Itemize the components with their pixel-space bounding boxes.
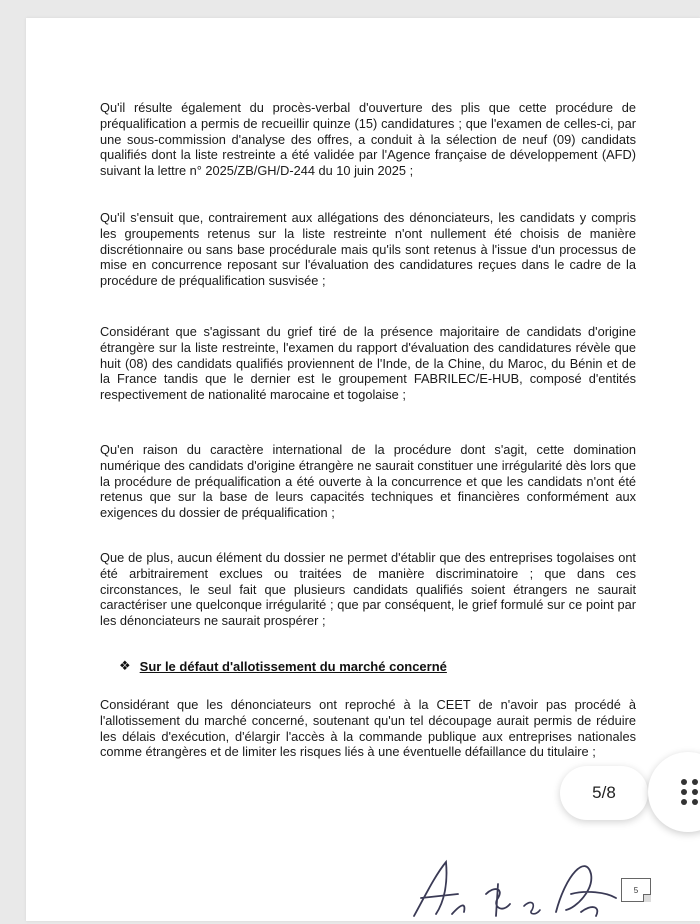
page-number-stamp bbox=[621, 878, 651, 902]
paragraph-2: Qu'il s'ensuit que, contrairement aux allégations des dénonciateurs, les candidats y compris les groupements retenus sur la liste restreinte n'ont nullement été choisis de manière discrétionnaire ou sans base procédurale mais qu'ils sont retenus à l'issue d'un processus de mise en concurrence reposant sur l'évaluation des candidatures reçues dans le cadre de la procédure de préqualification susvisée ; bbox=[100, 210, 636, 289]
page-number-stamp-text: 5 bbox=[633, 885, 639, 895]
paragraph-3: Considérant que s'agissant du grief tiré de la présence majoritaire de candidats d'origine étrangère sur la liste restreinte, l'examen du rapport d'évaluation des candidatures révèle que huit (08) des candidats qualifiés proviennent de l'Inde, de la Chine, du Maroc, du Bénin et de la France tandis que le dernier est le groupement FABRILEC/E-HUB, composé d'entités respectivement de nationalité marocaine et togolaise ; bbox=[100, 324, 636, 403]
grid-dots-icon bbox=[681, 779, 698, 805]
paragraph-6: Considérant que les dénonciateurs ont reproché à la CEET de n'avoir pas procédé à l'allotissement du marché concerné, soutenant qu'un tel découpage aurait permis de réduire les délais d'exécution, d'élargir l'accès à la commande publique aux entreprises nationales comme étrangères et de limiter les risques liés à une éventuelle défaillance du titulaire ; bbox=[100, 697, 636, 760]
page-indicator-text: 5/8 bbox=[592, 783, 616, 802]
diamond-bullet-icon: ❖ bbox=[119, 658, 131, 673]
section-heading bbox=[119, 658, 447, 674]
paragraph-4: Qu'en raison du caractère international de la procédure dont s'agit, cette domination numérique des candidats d'origine étrangère ne saurait constituer une irrégularité dès lors que la procédure de préqualification a été ouverte à la concurrence et que les candidats n'ont été retenus que sur la base de leurs capacités techniques et financières conformément aux exigences du dossier de préqualification ; bbox=[100, 442, 636, 521]
paragraph-1: Qu'il résulte également du procès-verbal d'ouverture des plis que cette procédure de préqualification a permis de recueillir quinze (15) candidatures ; que l'examen de celles-ci, par une sous-commission d'analyse des offres, a conduit à la sélection de neuf (09) candidats qualifiés dont la liste restreinte a été validée par l'Agence française de développement (AFD) suivant la lettre n° 2025/ZB/GH/D-244 du 10 juin 2025 ; bbox=[100, 100, 636, 179]
handwritten-signature bbox=[406, 854, 626, 924]
paragraph-5: Que de plus, aucun élément du dossier ne permet d'établir que des entreprises togolaises ont été arbitrairement exclues ou traitées de manière discriminatoire ; que dans ces circonstances, le seul fait que plusieurs candidats qualifiés soient étrangers ne saurait caractériser une quelconque irrégularité ; que par conséquent, le grief formulé sur ce point par les dénonciateurs ne saurait prospérer ; bbox=[100, 550, 636, 629]
page-indicator bbox=[560, 766, 648, 820]
section-heading-text: Sur le défaut d'allotissement du marché concerné bbox=[139, 658, 447, 674]
